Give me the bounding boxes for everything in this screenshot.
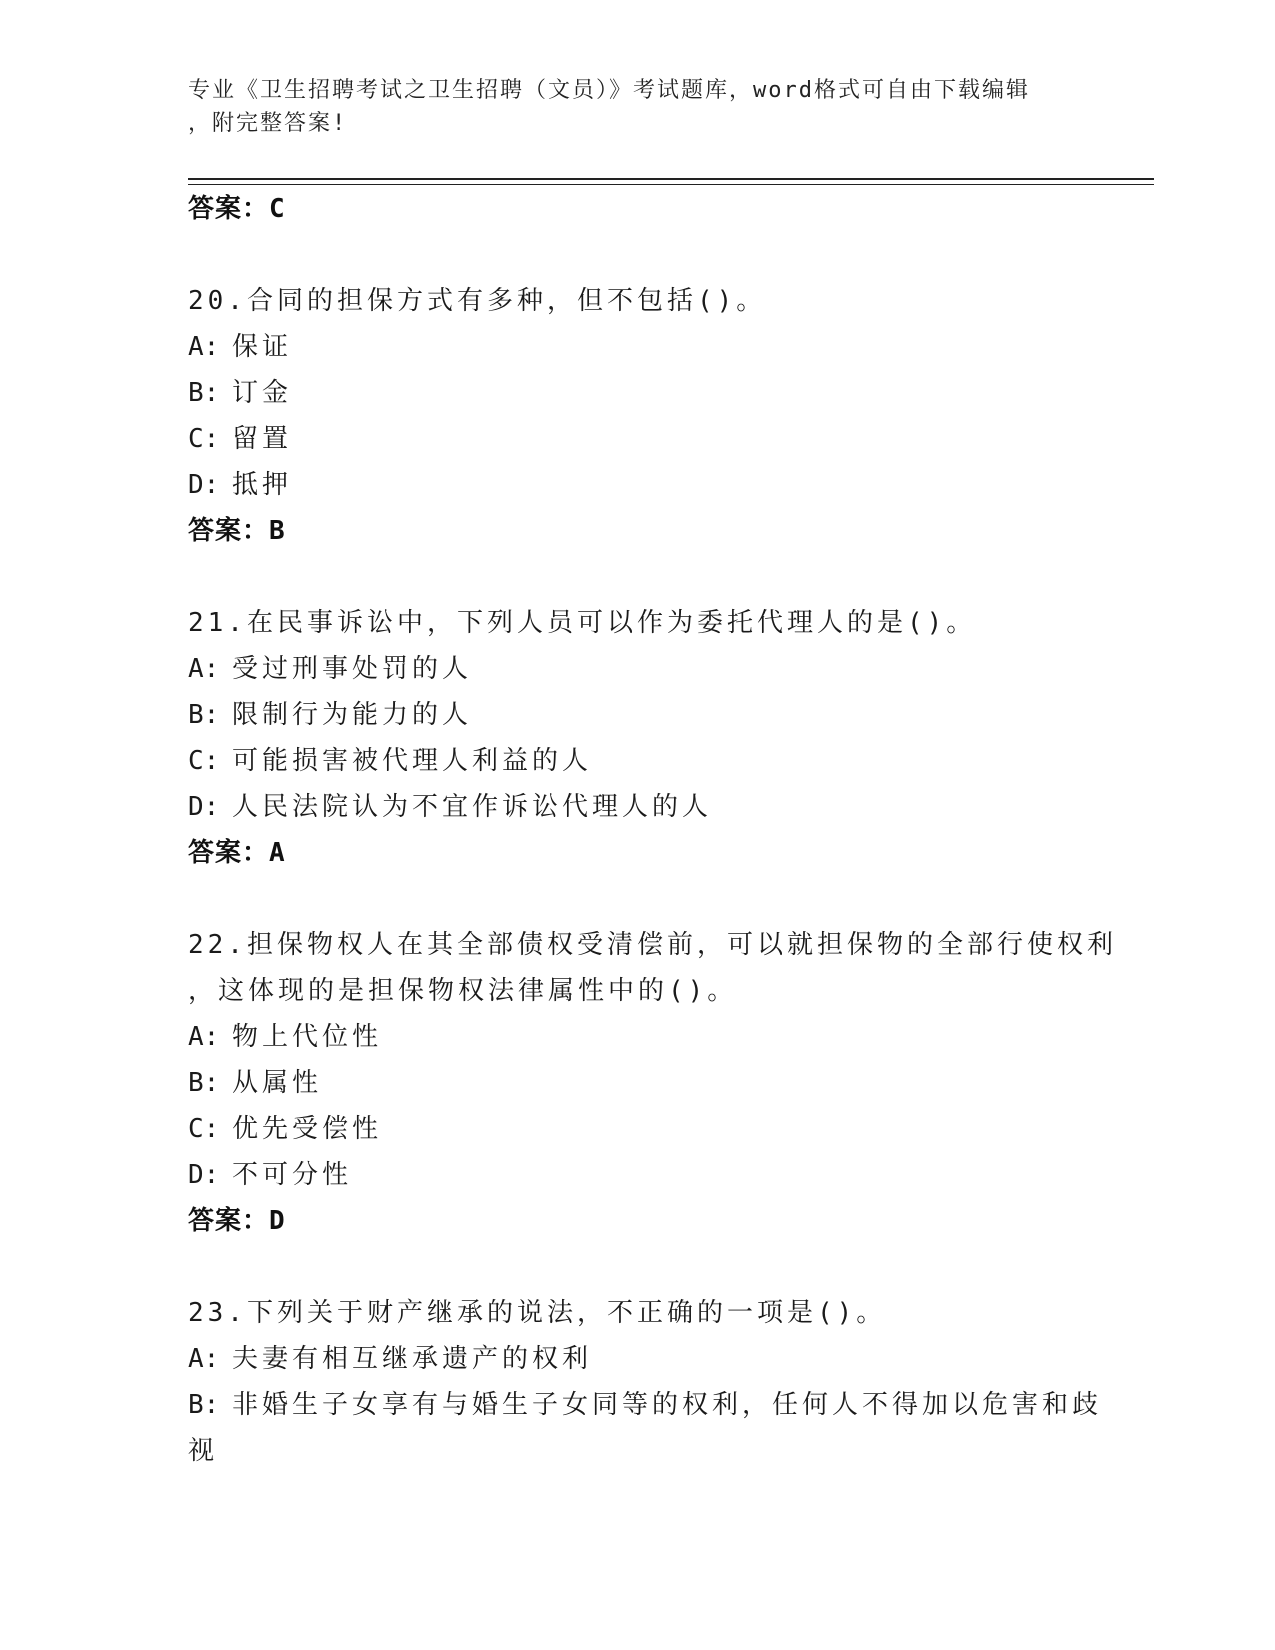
header-line-1: 专业《卫生招聘考试之卫生招聘（文员）》考试题库，word格式可自由下载编辑 xyxy=(188,78,1030,103)
question-21 xyxy=(188,600,1088,876)
answer-line-prev xyxy=(188,186,1088,232)
answer-line xyxy=(188,508,1088,554)
question-text: 23.下列关于财产继承的说法，不正确的一项是()。 xyxy=(188,1298,887,1328)
option-a xyxy=(188,1014,1088,1060)
option-text: 订金 xyxy=(232,378,293,408)
answer-label: 答案： xyxy=(188,1206,270,1236)
option-key: C: xyxy=(188,1114,220,1144)
option-text: 可能损害被代理人利益的人 xyxy=(232,746,593,776)
option-key: B: xyxy=(188,1390,220,1420)
option-text: 留置 xyxy=(232,424,293,454)
question-list xyxy=(188,186,1117,1474)
answer-value: A xyxy=(269,838,286,868)
option-text: 保证 xyxy=(232,332,293,362)
option-a xyxy=(188,324,1088,370)
option-key: D: xyxy=(188,1160,220,1190)
option-d xyxy=(188,784,1088,830)
option-key: C: xyxy=(188,746,220,776)
option-key: A: xyxy=(188,1022,220,1052)
question-23 xyxy=(188,1290,1103,1474)
answer-label: 答案： xyxy=(188,194,270,224)
question-text: 21.在民事诉讼中，下列人员可以作为委托代理人的是()。 xyxy=(188,608,977,638)
question-text: 22.担保物权人在其全部债权受清偿前，可以就担保物的全部行使权利 xyxy=(188,930,1117,960)
option-c xyxy=(188,738,1088,784)
option-key: B: xyxy=(188,700,220,730)
answer-value: B xyxy=(269,516,286,546)
question-text: 20.合同的担保方式有多种，但不包括()。 xyxy=(188,286,767,316)
option-c xyxy=(188,1106,1088,1152)
option-c xyxy=(188,416,1088,462)
option-text: 非婚生子女享有与婚生子女同等的权利，任何人不得加以危害和歧 xyxy=(232,1390,1103,1420)
header-rule-thin xyxy=(188,184,1154,185)
option-text: 从属性 xyxy=(232,1068,323,1098)
header-line-2: ，附完整答案! xyxy=(188,111,348,136)
answer-line xyxy=(188,830,1088,876)
option-a xyxy=(188,646,1088,692)
question-20 xyxy=(188,278,1088,554)
option-key: C: xyxy=(188,424,220,454)
answer-label: 答案： xyxy=(188,838,270,868)
option-text: 物上代位性 xyxy=(232,1022,383,1052)
option-d xyxy=(188,462,1088,508)
document-header xyxy=(188,74,1088,140)
header-rule-thick xyxy=(188,178,1154,180)
option-text: 抵押 xyxy=(232,470,293,500)
answer-value: C xyxy=(269,194,286,224)
option-a xyxy=(188,1336,1088,1382)
answer-value: D xyxy=(269,1206,286,1236)
option-text: 不可分性 xyxy=(232,1160,353,1190)
option-b xyxy=(188,692,1088,738)
answer-label: 答案： xyxy=(188,516,270,546)
option-text: 优先受偿性 xyxy=(232,1114,383,1144)
option-b xyxy=(188,370,1088,416)
option-key: A: xyxy=(188,1344,220,1374)
option-text: 受过刑事处罚的人 xyxy=(232,654,473,684)
option-b-cont: 视 xyxy=(188,1436,219,1466)
option-key: A: xyxy=(188,332,220,362)
option-key: D: xyxy=(188,792,220,822)
option-b xyxy=(188,1060,1088,1106)
option-key: A: xyxy=(188,654,220,684)
option-text: 人民法院认为不宜作诉讼代理人的人 xyxy=(232,792,713,822)
question-text-cont: ，这体现的是担保物权法律属性中的()。 xyxy=(188,976,738,1006)
option-b xyxy=(188,1382,1103,1428)
question-22 xyxy=(188,922,1117,1244)
option-text: 限制行为能力的人 xyxy=(232,700,473,730)
option-text: 夫妻有相互继承遗产的权利 xyxy=(232,1344,593,1374)
answer-line xyxy=(188,1198,1088,1244)
option-key: B: xyxy=(188,1068,220,1098)
option-key: B: xyxy=(188,378,220,408)
option-d xyxy=(188,1152,1088,1198)
option-key: D: xyxy=(188,470,220,500)
